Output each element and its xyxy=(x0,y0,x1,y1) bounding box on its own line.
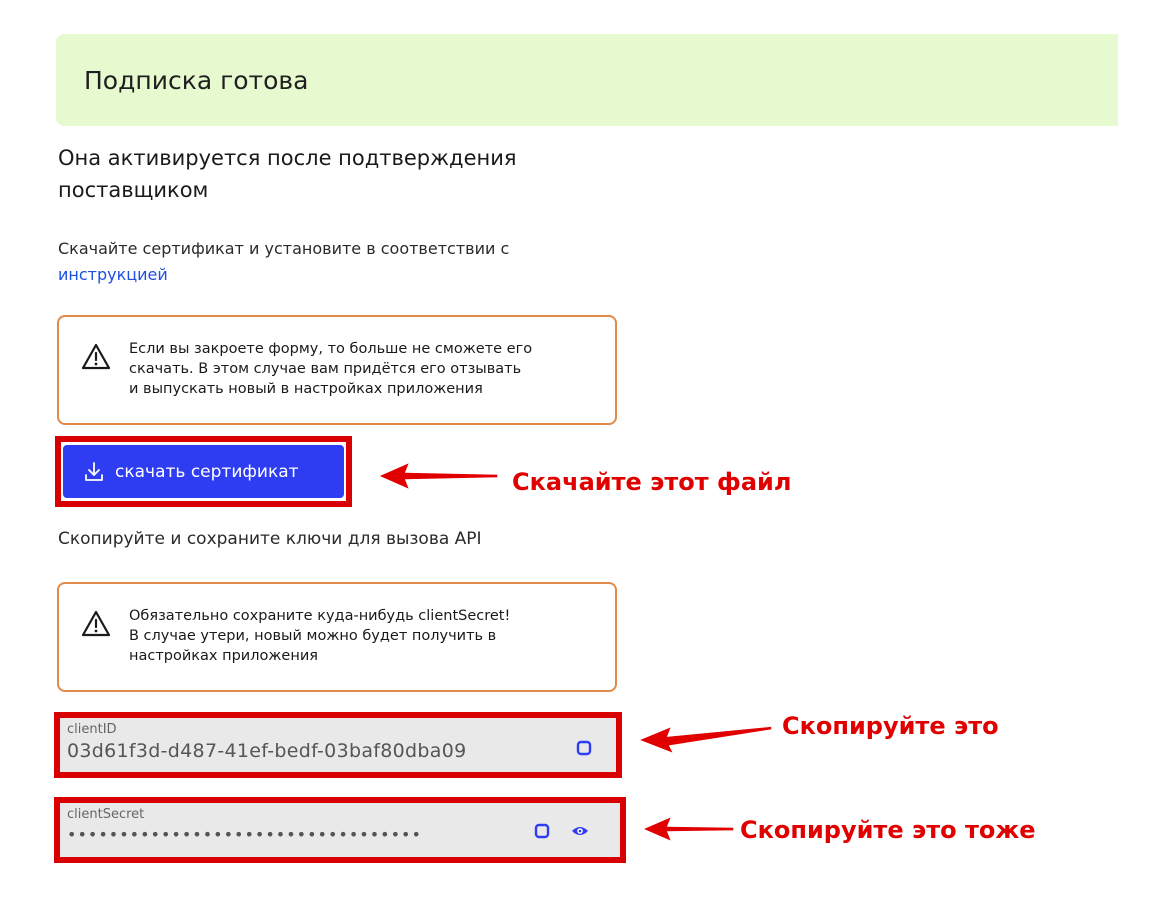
arrow-left-icon xyxy=(636,720,774,756)
arrow-left-icon xyxy=(376,458,500,494)
warning-box-close-form xyxy=(57,315,617,425)
warning1-line: и выпускать новый в настройках приложения xyxy=(129,381,483,397)
arrow-left-icon xyxy=(640,812,736,846)
eye-icon[interactable] xyxy=(570,821,590,841)
download-button-label: скачать сертификат xyxy=(115,461,299,482)
warning1-line: Если вы закроете форму, то больше не сможете его xyxy=(129,341,533,357)
annotation-download: Скачайте этот файл xyxy=(512,468,792,496)
download-icon xyxy=(83,461,105,483)
banner-title: Подписка готова xyxy=(84,65,309,95)
warning-icon xyxy=(81,343,111,371)
warning2-line: настройках приложения xyxy=(129,648,318,664)
warning2-line: Обязательно сохраните куда-нибудь clientSecret! xyxy=(129,608,511,624)
client-secret-value[interactable]: •••••••••••••••••••••••••••••••••• xyxy=(67,825,422,844)
warning-box-client-secret xyxy=(57,582,617,692)
instructions-link[interactable]: инструкцией xyxy=(58,265,168,284)
warning1-line: скачать. В этом случае вам придётся его отзывать xyxy=(129,361,522,377)
subtitle: Она активируется после подтверждения поставщиком xyxy=(58,146,517,202)
download-certificate-button[interactable] xyxy=(63,445,344,498)
success-banner xyxy=(56,34,1118,126)
client-secret-field[interactable] xyxy=(60,803,620,857)
client-id-label: clientID xyxy=(67,722,117,737)
copy-icon[interactable] xyxy=(532,821,552,841)
copy-icon[interactable] xyxy=(574,738,594,758)
annotation-copy-secret: Скопируйте это тоже xyxy=(740,816,1036,844)
copy-keys-text: Скопируйте и сохраните ключи для вызова API xyxy=(58,529,482,549)
client-secret-label: clientSecret xyxy=(67,807,145,822)
client-id-value[interactable]: 03d61f3d-d487-41ef-bedf-03baf80dba09 xyxy=(67,740,467,762)
client-id-field[interactable] xyxy=(60,718,616,772)
warning2-line: В случае утери, новый можно будет получить в xyxy=(129,628,497,644)
instructions-text xyxy=(58,236,618,288)
annotation-copy-id: Скопируйте это xyxy=(782,712,999,740)
instructions-lead: Скачайте сертификат и установите в соответствии с xyxy=(58,239,510,258)
warning-icon xyxy=(81,610,111,638)
